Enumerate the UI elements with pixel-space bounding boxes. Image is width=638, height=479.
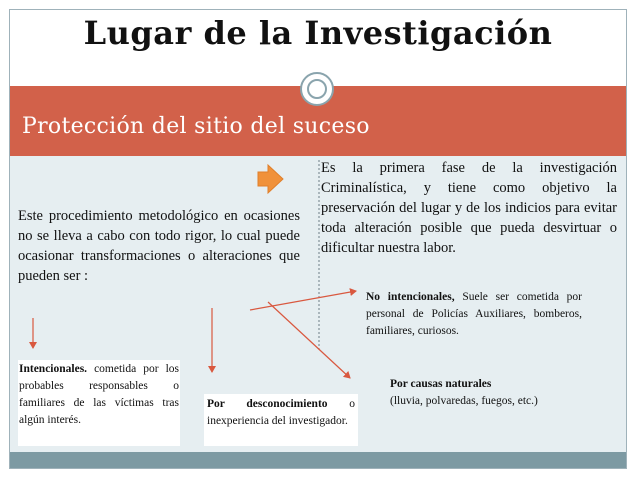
slide-title: Lugar de la Investigación xyxy=(83,14,553,52)
desconocimiento-text: o inexperiencia del investigador. xyxy=(207,398,355,427)
no-intencionales-text: Suele ser cometida por personal de Policías Auxiliares, bomberos, familiares, curiosos. xyxy=(366,291,583,337)
right-paragraph: Es la primera fase de la investigación Criminalística, y tiene como objetivo la preservación del lugar y de los indicios para evitar toda alteración posible que pueda desvirtuar o dificultar nuestra labor. xyxy=(321,160,617,256)
no-intencionales-heading: No intencionales, xyxy=(366,291,455,303)
arrow-to-no-intencionales xyxy=(250,291,356,310)
naturales-heading: Por causas naturales xyxy=(390,378,492,390)
desconocimiento-heading: Por desconocimiento xyxy=(207,398,328,410)
arrow-to-naturales xyxy=(268,302,350,378)
intencionales-text: cometida por los probables responsables o familiares de las víctimas tras algún interés. xyxy=(19,363,179,426)
orange-right-arrow-icon xyxy=(258,165,283,193)
slide-subtitle: Protección del sitio del suceso xyxy=(22,114,370,139)
intencionales-heading: Intencionales. xyxy=(19,363,88,375)
naturales-text: (lluvia, polvaredas, fuegos, etc.) xyxy=(390,395,538,407)
left-paragraph: Este procedimiento metodológico en ocasiones no se lleva a cabo con todo rigor, lo cual puede ocasionar transformaciones o alteraciones que pueden ser : xyxy=(18,208,300,284)
